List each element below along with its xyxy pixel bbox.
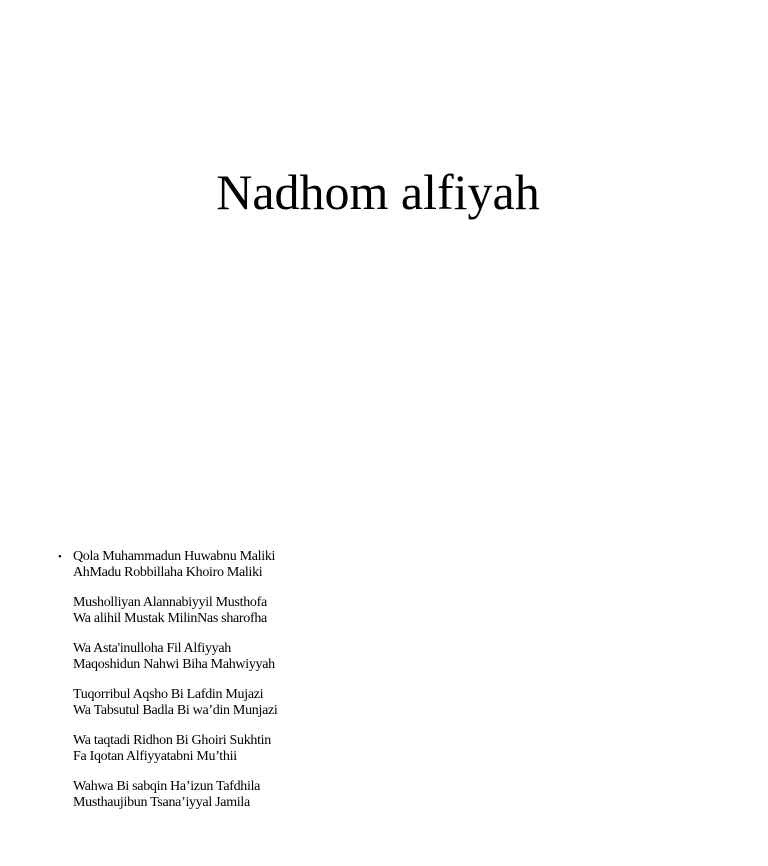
verse-line: Qola Muhammadun Huwabnu Maliki [73,549,276,564]
verse-line: Wa Tabsutul Badla Bi wa’din Munjazi [73,702,278,718]
verse-line: Maqoshidun Nahwi Biha Mahwiyyah [73,656,275,672]
stanza [73,549,456,580]
stanza [73,641,456,672]
verse-line: Wa taqtadi Ridhon Bi Ghoiri Sukhtin [73,733,271,748]
stanza [73,595,456,626]
verse-line: Musthaujibun Tsana’iyyal Jamila [73,794,250,810]
verse-line: Wa Asta'inulloha Fil Alfiyyah [73,641,231,656]
verse-list [56,549,456,825]
verse-line: Wahwa Bi sabqin Ha’izun Tafdhila [73,779,261,794]
verse-line: Musholliyan Alannabiyyil Musthofa [73,595,267,610]
stanza [73,733,456,764]
verse-line: AhMadu Robbillaha Khoiro Maliki [73,564,263,580]
verse-line: Tuqorribul Aqsho Bi Lafdin Mujazi [73,687,264,702]
bullet-icon: • [58,551,62,563]
stanza [73,779,456,810]
page-title: Nadhom alfiyah [216,164,540,220]
verse-line: Wa alihil Mustak MilinNas sharofha [73,610,267,626]
stanza [73,687,456,718]
verse-line: Fa Iqotan Alfiyyatabni Mu’thii [73,748,237,764]
